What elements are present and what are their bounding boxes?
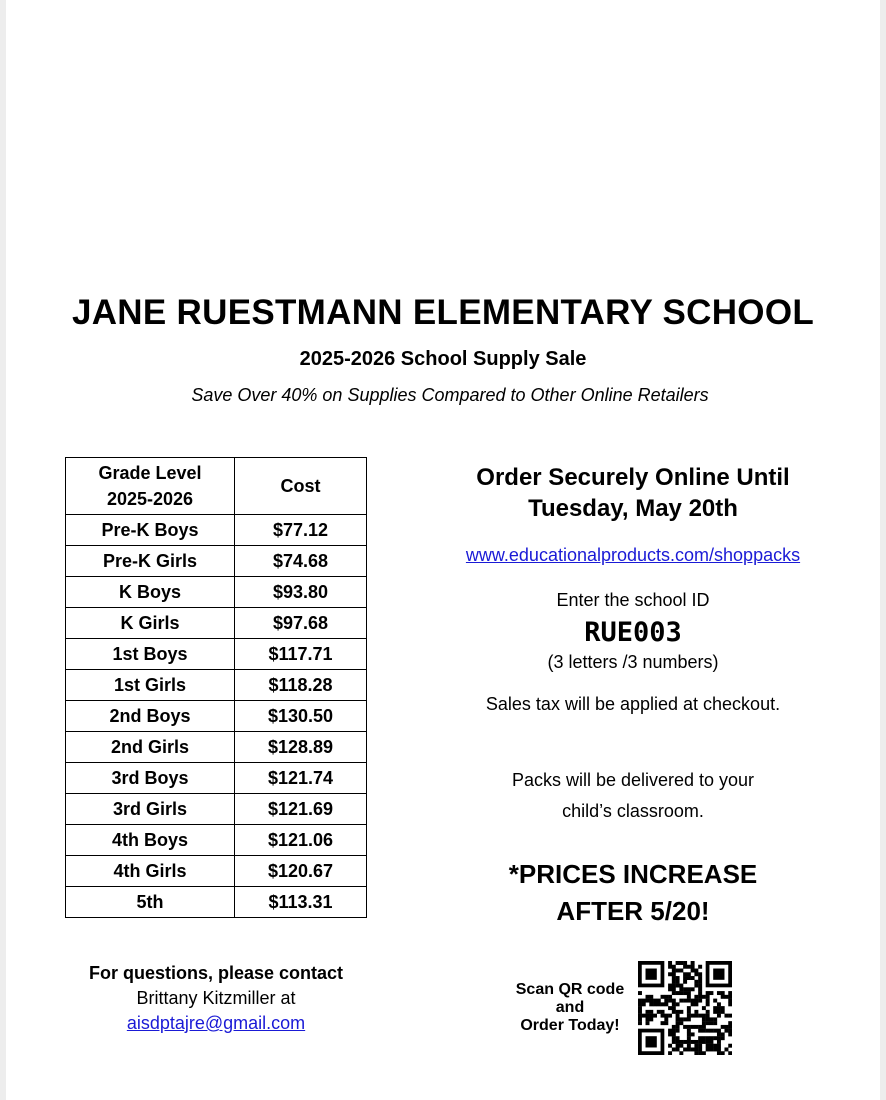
- cost-cell: $113.31: [235, 887, 367, 918]
- contact-heading: For questions, please contact: [88, 963, 344, 983]
- grade-cell: 2nd Girls: [66, 732, 235, 763]
- table-row: [66, 794, 367, 825]
- school-name: JANE RUESTMANN ELEMENTARY SCHOOL: [71, 293, 815, 332]
- table-row: [66, 670, 367, 701]
- grade-cell: 3rd Girls: [66, 794, 235, 825]
- table-row: [66, 856, 367, 887]
- contact-info: [66, 961, 366, 1036]
- table-row: [66, 825, 367, 856]
- table-row: [66, 608, 367, 639]
- sale-title: 2025-2026 School Supply Sale: [299, 348, 587, 370]
- cost-cell: $74.68: [235, 546, 367, 577]
- price-table-header: [66, 458, 367, 515]
- cost-cell: $118.28: [235, 670, 367, 701]
- table-row: [66, 763, 367, 794]
- table-row: [66, 515, 367, 546]
- grade-cell: 3rd Boys: [66, 763, 235, 794]
- contact-email-link[interactable]: aisdptajre@gmail.com: [126, 1013, 306, 1033]
- cost-header: Cost: [235, 458, 367, 515]
- school-id: RUE003: [584, 617, 682, 648]
- cost-cell: $117.71: [235, 639, 367, 670]
- price-increase-notice: *PRICES INCREASE AFTER 5/20!: [508, 859, 758, 926]
- page-right-edge: [880, 0, 886, 1100]
- cost-cell: $121.74: [235, 763, 367, 794]
- grade-cell: K Boys: [66, 577, 235, 608]
- table-row: [66, 887, 367, 918]
- cost-cell: $97.68: [235, 608, 367, 639]
- grade-cell: 1st Boys: [66, 639, 235, 670]
- cost-cell: $77.12: [235, 515, 367, 546]
- sales-tax-note: Sales tax will be applied at checkout.: [485, 694, 781, 714]
- grade-cell: 4th Boys: [66, 825, 235, 856]
- price-table: [65, 457, 367, 918]
- tagline: Save Over 40% on Supplies Compared to Other Online Retailers: [191, 385, 709, 405]
- cost-cell: $121.69: [235, 794, 367, 825]
- grade-cell: Pre-K Girls: [66, 546, 235, 577]
- table-row: [66, 732, 367, 763]
- school-id-format: (3 letters /3 numbers): [547, 652, 719, 672]
- grade-cell: 1st Girls: [66, 670, 235, 701]
- page-left-edge: [0, 0, 6, 1100]
- cost-cell: $121.06: [235, 825, 367, 856]
- table-row: [66, 639, 367, 670]
- contact-name: Brittany Kitzmiller at: [136, 988, 296, 1008]
- cost-cell: $130.50: [235, 701, 367, 732]
- scan-qr-text: Scan QR code and Order Today!: [515, 981, 625, 1034]
- delivery-note: Packs will be delivered to your child’s classroom.: [511, 770, 755, 821]
- table-row: [66, 701, 367, 732]
- grade-cell: K Girls: [66, 608, 235, 639]
- grade-level-header: Grade Level 2025-2026: [66, 458, 235, 515]
- table-row: [66, 577, 367, 608]
- order-deadline: Order Securely Online Until Tuesday, May 20th: [476, 464, 790, 522]
- order-url-link[interactable]: www.educationalproducts.com/shoppacks: [465, 545, 801, 565]
- table-row: [66, 546, 367, 577]
- enter-school-id-label: Enter the school ID: [556, 590, 710, 610]
- cost-cell: $93.80: [235, 577, 367, 608]
- grade-cell: 2nd Boys: [66, 701, 235, 732]
- grade-cell: 4th Girls: [66, 856, 235, 887]
- grade-cell: 5th: [66, 887, 235, 918]
- qr-code-icon[interactable]: [638, 961, 732, 1055]
- grade-cell: Pre-K Boys: [66, 515, 235, 546]
- cost-cell: $128.89: [235, 732, 367, 763]
- cost-cell: $120.67: [235, 856, 367, 887]
